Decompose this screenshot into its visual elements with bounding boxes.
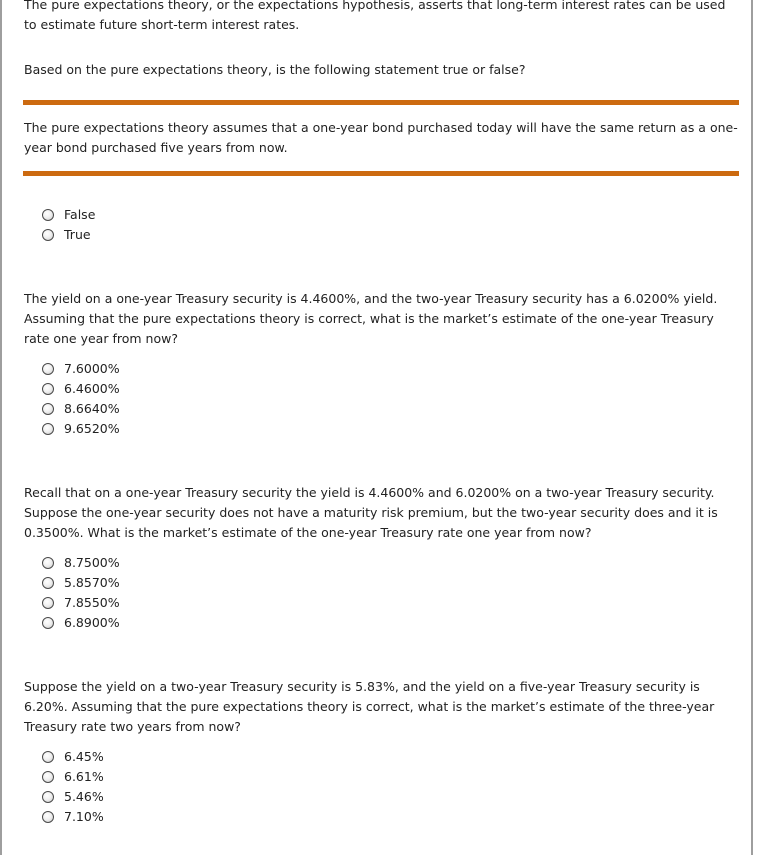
option-c[interactable] (42, 787, 104, 807)
radio-icon[interactable] (42, 617, 54, 629)
statement-text: The pure expectations theory assumes that a one-year bond purchased today will have the same return as a one-year bond purchased five years from now. (24, 120, 738, 155)
option-false[interactable] (42, 205, 95, 225)
radio-icon[interactable] (42, 383, 54, 395)
question-2-text: The yield on a one-year Treasury security is 4.4600%, and the two-year Treasury security has a 6.0200% yield. Assuming that the pure expectations theory is correct, what is the market’s estimate of the one-year Treasury rate one year from now? (24, 291, 718, 346)
option-label: False (64, 207, 96, 222)
option-label: 7.10% (64, 809, 104, 824)
option-a[interactable] (42, 747, 104, 767)
option-b[interactable] (42, 573, 120, 593)
option-label: 6.8900% (64, 615, 120, 630)
option-b[interactable] (42, 379, 120, 399)
radio-icon[interactable] (42, 209, 54, 221)
radio-icon[interactable] (42, 791, 54, 803)
option-d[interactable] (42, 807, 104, 827)
question-prompt: Based on the pure expectations theory, is the following statement true or false? (24, 62, 526, 77)
option-a[interactable] (42, 359, 120, 379)
option-label: 8.7500% (64, 555, 120, 570)
radio-icon[interactable] (42, 403, 54, 415)
option-c[interactable] (42, 399, 120, 419)
option-label: True (64, 227, 91, 242)
radio-icon[interactable] (42, 363, 54, 375)
question-3-text: Recall that on a one-year Treasury security the yield is 4.4600% and 6.0200% on a two-year Treasury security. Suppose the one-year security does not have a maturity risk premium, but the two-year security does and it is 0.3500%. What is the market’s estimate of the one-year Treasury rate one year from now? (24, 485, 718, 540)
option-label: 5.46% (64, 789, 104, 804)
question-4-text: Suppose the yield on a two-year Treasury security is 5.83%, and the yield on a five-year Treasury security is 6.20%. Assuming that the pure expectations theory is correct, what is the market’s estimate of the three-year Treasury rate two years from now? (24, 679, 715, 734)
radio-icon[interactable] (42, 751, 54, 763)
option-c[interactable] (42, 593, 120, 613)
question-4-options (42, 747, 104, 827)
radio-icon[interactable] (42, 577, 54, 589)
option-label: 6.61% (64, 769, 104, 784)
option-d[interactable] (42, 419, 120, 439)
radio-icon[interactable] (42, 811, 54, 823)
option-b[interactable] (42, 767, 104, 787)
option-label: 7.8550% (64, 595, 120, 610)
option-label: 5.8570% (64, 575, 120, 590)
option-label: 6.4600% (64, 381, 120, 396)
statement-top-rule (23, 100, 739, 105)
question-3-options (42, 553, 120, 633)
option-d[interactable] (42, 613, 120, 633)
radio-icon[interactable] (42, 229, 54, 241)
radio-icon[interactable] (42, 423, 54, 435)
option-label: 9.6520% (64, 421, 120, 436)
option-label: 7.6000% (64, 361, 120, 376)
radio-icon[interactable] (42, 597, 54, 609)
statement-bottom-rule (23, 171, 739, 176)
intro-text: The pure expectations theory, or the expectations hypothesis, asserts that long-term interest rates can be used to estimate future short-term interest rates. (24, 0, 726, 32)
option-true[interactable] (42, 225, 95, 245)
option-label: 6.45% (64, 749, 104, 764)
option-label: 8.6640% (64, 401, 120, 416)
question-2-options (42, 359, 120, 439)
radio-icon[interactable] (42, 771, 54, 783)
option-a[interactable] (42, 553, 120, 573)
radio-icon[interactable] (42, 557, 54, 569)
true-false-options (42, 205, 95, 245)
